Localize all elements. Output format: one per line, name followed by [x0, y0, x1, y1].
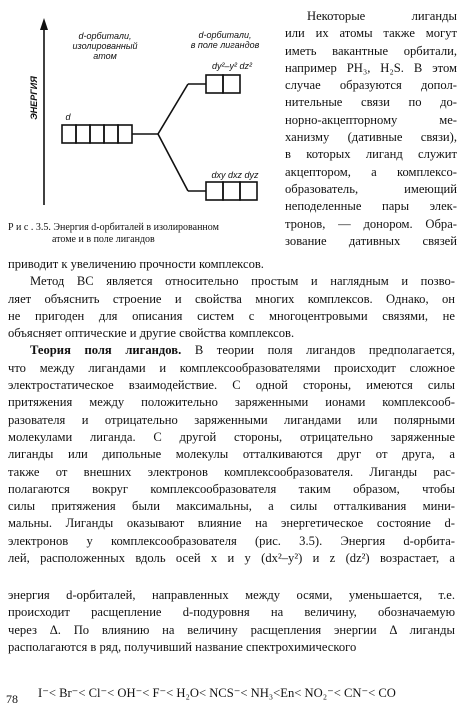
lower-orbitals-label: dxy dxz dyz — [211, 170, 259, 180]
text-line: приводит к увеличению прочности комплексов. — [8, 257, 264, 271]
figure-caption — [8, 222, 280, 246]
text-line: случае образуются допол- — [285, 78, 457, 93]
right-header — [170, 30, 280, 50]
caption-prefix: Р и с . 3.5. — [8, 222, 51, 233]
text-line: лей, расположенных вдоль осей x и y (dx²–y²) и z (dz²) возрастает, а — [8, 551, 455, 566]
text-line: зование дативных связей — [285, 233, 457, 248]
caption-line2: атоме и в поле лигандов — [52, 234, 155, 245]
right-header-line: d-орбитали, — [198, 30, 252, 40]
heading-continuation: В теории поля лигандов предполагается, — [181, 343, 456, 358]
right-header-line: в поле лигандов — [190, 40, 260, 50]
text-line: тронов, — донором. Обра- — [285, 216, 457, 231]
text-line: образователь, имеющий — [285, 181, 457, 196]
text-line: располагаются в ряд, получивший название спектрохимического — [8, 639, 357, 654]
text-line: неподеленные пары элек- — [285, 199, 457, 214]
text-line: нительные связи по до- — [285, 95, 457, 110]
text-line: происходит расщепление d-подуровня на величину, обозначаемую — [8, 605, 455, 620]
spectrochemical-series: I⁻< Br⁻< Cl⁻< OH⁻< F⁻< H₂O< NCS⁻< NH₃<En< NO₂⁻< CN⁻< CO — [38, 686, 396, 700]
energy-axis-label: ЭНЕРГИЯ — [29, 76, 39, 120]
text-line: не пригоден для описания систем с многоцентровыми связями, не — [8, 308, 455, 323]
left-header — [50, 31, 160, 61]
text-line: электростатическое взаимодействие. С одной стороны, имеются силы — [8, 378, 455, 393]
text-line — [8, 342, 455, 359]
text-line: также от внешних электронов комплексообразователя. Лиганды рас- — [8, 464, 455, 479]
side-paragraph — [285, 8, 457, 250]
text-line: притяжения между положительно заряженными ионами комплексооб- — [8, 395, 455, 410]
main-text-lower — [8, 587, 455, 656]
main-text-upper — [8, 256, 455, 567]
section-heading: Теория поля лигандов. — [30, 343, 182, 358]
energy-diagram — [0, 0, 280, 255]
text-line: акцептором, а комплексо- — [285, 164, 457, 179]
text-line: разователя и отрицательно заряженными лигандами или полярными — [8, 412, 455, 427]
text-line: через Δ. По влиянию на величину расщепления энергии Δ лиганды — [8, 622, 455, 637]
d-label: d — [65, 112, 71, 122]
text-line: силы притяжения были максимальны, а силы отталкивания мини- — [8, 499, 455, 514]
text-line: полагаются вокруг комплексообразователя таким образом, чтобы — [8, 481, 455, 496]
text-line: объясняет оптические и другие свойства комплексов. — [8, 326, 295, 341]
upper-orbitals-label: dy²–y² dz² — [211, 61, 252, 71]
text-line: молекулами лиганда. С другой стороны, отрицательно заряженные — [8, 429, 455, 444]
text-line: мальны. Лиганды оказывают влияние на энергетическое состояние d- — [8, 516, 455, 531]
text-line: Некоторые лиганды — [307, 9, 457, 23]
text-line: в которых лиганд служит — [285, 147, 457, 162]
text-line: Метод ВС является относительно простым и наглядным и позво- — [30, 274, 455, 289]
left-header-line: атом — [93, 51, 117, 61]
left-header-line: d-орбитали, — [78, 31, 132, 41]
text-line: иметь вакантные орбитали, — [285, 43, 457, 58]
text-line: ляет объяснить строение и свойства многих комплексов. Однако, он — [8, 291, 455, 306]
text-line: энергия d-орбиталей, направленных между осями, уменьшается, т.е. — [8, 588, 455, 602]
text-line: электронов у комплексообразователя (рис. 3.5). Энергия d-орбита- — [8, 533, 455, 548]
text-line: что между лигандами и комплексообразователями происходит сложное — [8, 360, 455, 375]
text-line: лиганды или дипольные молекулы отталкиваются друг от друга, а — [8, 447, 455, 462]
text-line: или их атомы также могут — [285, 26, 457, 41]
left-header-line: изолированный — [72, 41, 138, 51]
page-number: 78 — [6, 692, 18, 706]
text-line: ханизму (дативные связи), — [285, 130, 457, 145]
text-line: норно-акцепторному ме- — [285, 112, 457, 127]
caption-text: Энергия d-орбиталей в изолированном — [53, 222, 219, 233]
text-line: например PH₃, H₂S. В этом — [285, 60, 457, 75]
